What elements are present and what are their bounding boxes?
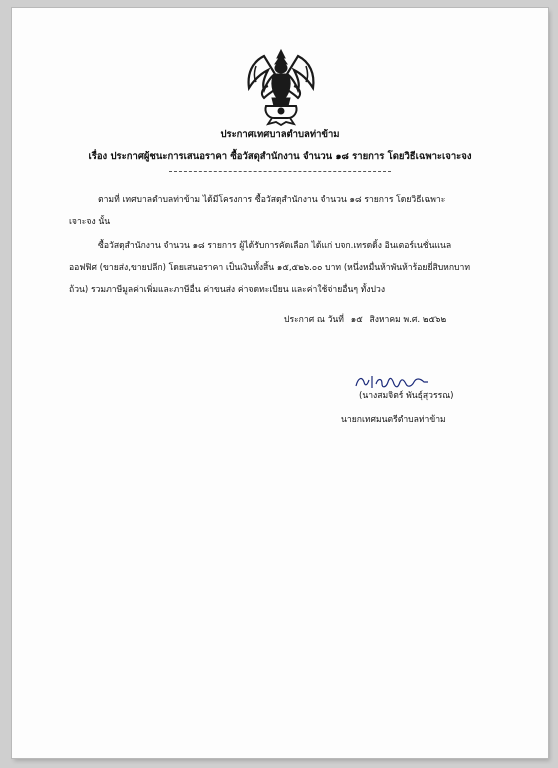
paragraph-2-line-2: ออฟฟิศ (ขายส่ง,ขายปลีก) โดยเสนอราคา เป็นเงินทั้งสิ้น ๑๕,๕๒๖.๐๐ บาท (หนึ่งหมื่นห้าพันห้าร้อยยี่สิบหกบาท <box>69 263 470 273</box>
document-page <box>12 8 548 758</box>
announcement-date <box>284 312 446 326</box>
date-prefix: ประกาศ ณ วันที่ <box>284 315 344 325</box>
paragraph-1-line-1: ตามที่ เทศบาลตำบลท่าข้าม ได้มีโครงการ ซื้อวัสดุสำนักงาน จำนวน ๑๘ รายการ โดยวิธีเฉพาะ <box>98 195 446 205</box>
divider-line <box>169 171 391 172</box>
date-month-year: สิงหาคม พ.ศ. ๒๕๖๒ <box>369 315 447 325</box>
garuda-emblem-icon <box>244 48 318 126</box>
announcement-subject: เรื่อง ประกาศผู้ชนะการเสนอราคา ซื้อวัสดุสำนักงาน จำนวน ๑๘ รายการ โดยวิธีเฉพาะเจาะจง <box>88 151 472 162</box>
paragraph-1-line-2: เจาะจง นั้น <box>69 217 111 227</box>
signatory-position: นายกเทศมนตรีตำบลท่าข้าม <box>341 415 446 425</box>
date-day: ๑๕ <box>350 315 363 325</box>
paragraph-2-line-1: ซื้อวัสดุสำนักงาน จำนวน ๑๘ รายการ ผู้ได้รับการคัดเลือก ได้แก่ บจก.เทรดดิ้ง อินเตอร์เนชั่นแนล <box>98 241 452 251</box>
paragraph-2-line-3: ถ้วน) รวมภาษีมูลค่าเพิ่มและภาษีอื่น ค่าขนส่ง ค่าจดทะเบียน และค่าใช้จ่ายอื่นๆ ทั้งปวง <box>69 285 386 295</box>
announcement-org-title: ประกาศเทศบาลตำบลท่าข้าม <box>220 129 340 140</box>
signatory-name: (นางสมจิตร์ พันธุ์สุวรรณ) <box>359 391 454 401</box>
